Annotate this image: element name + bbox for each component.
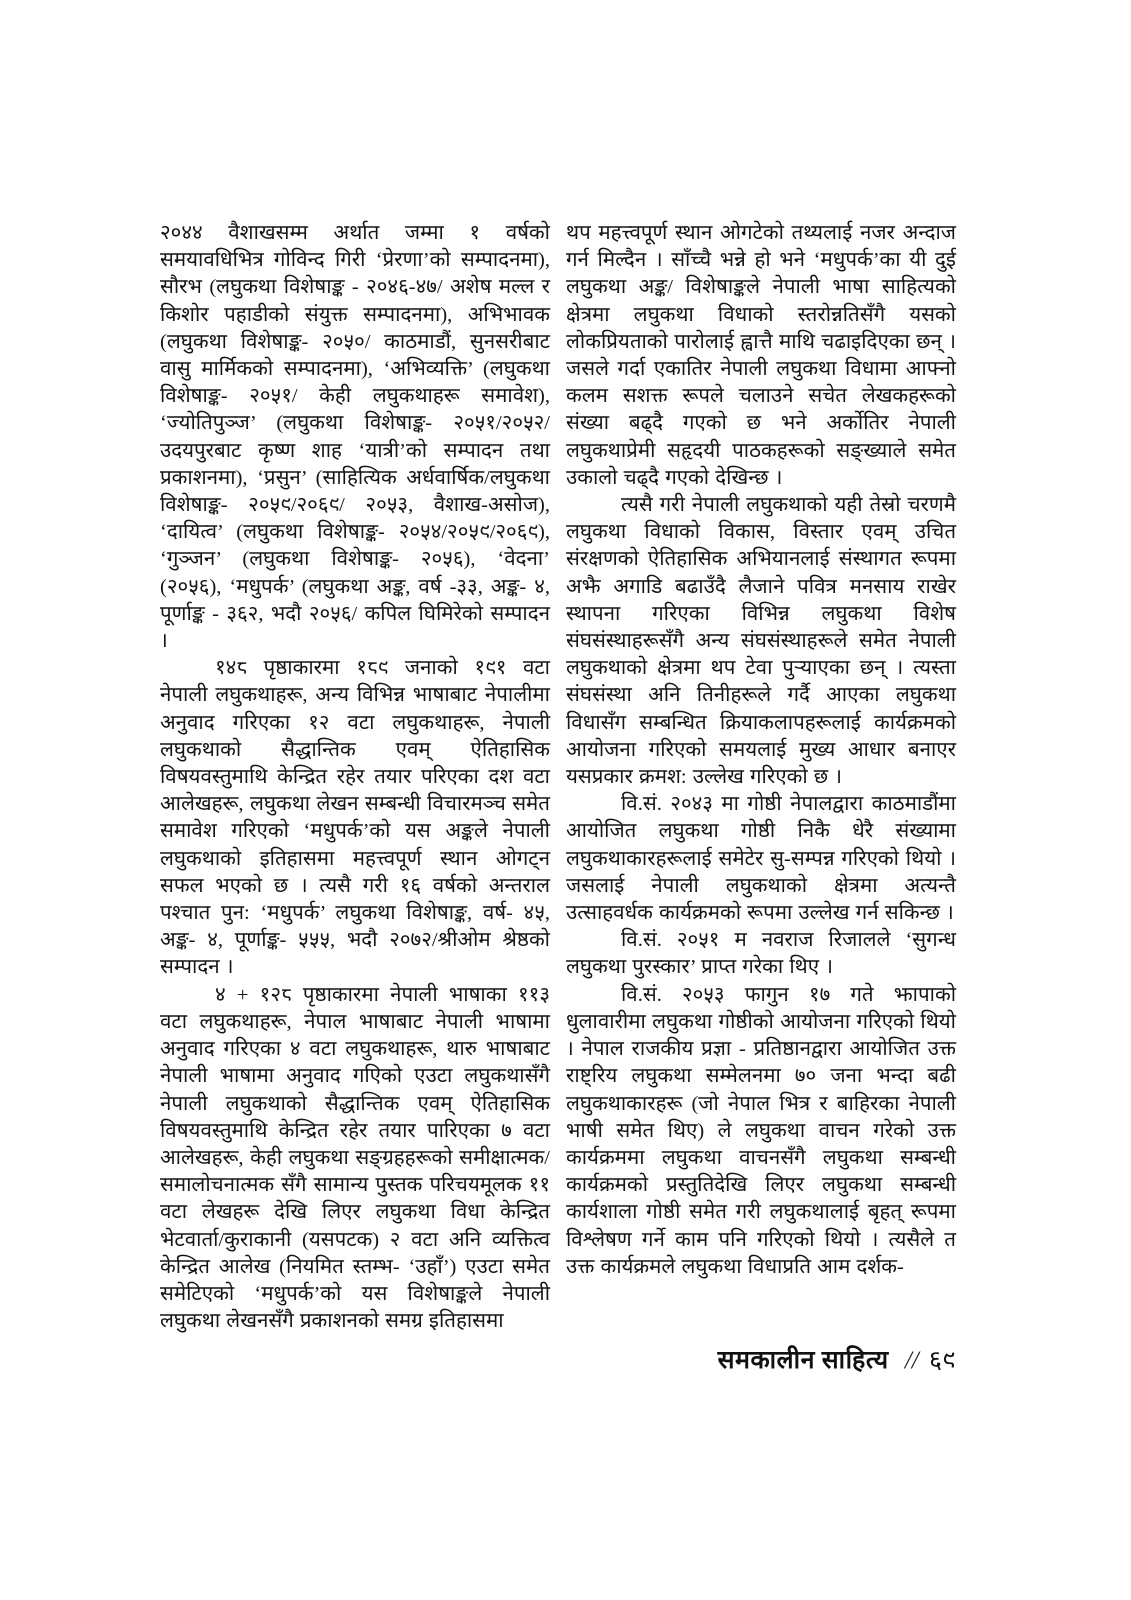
paragraph: त्यसै गरी नेपाली लघुकथाको यही तेस्रो चरणमै लघुकथा विधाको विकास, विस्तार एवम् उचित संरक्षणको ऐतिहासिक अभियानलाई संस्थागत रूपमा अझै अगाडि बढाउँदै लैजाने पवित्र मनसाय राखेर स्थापना गरिएका विभिन्न लघुकथा विशेष संघसंस्थाहरूसँगै अन्य संघसंस्थाहरूले समेत नेपाली लघुकथाको क्षेत्रमा थप टेवा पुऱ्याएका छन् । त्यस्ता संघसंस्था अनि तिनीहरूले गर्दै आएका लघुकथा विधासँग सम्बन्धित क्रियाकलापहरूलाई कार्यक्रमको आयोजना गरिएको समयलाई मुख्य आधार बनाएर यसप्रकार क्रमश: उल्लेख गरिएको छ ।	[566, 494, 956, 789]
article-body	[160, 220, 956, 1335]
paragraph: १४८ पृष्ठाकारमा १८९ जनाको १९१ वटा नेपाली लघुकथाहरू, अन्य विभिन्न भाषाबाट नेपालीमा अनुवाद गरिएका १२ वटा लघुकथाहरू, नेपाली लघुकथाको सैद्धान्तिक एवम् ऐतिहासिक विषयवस्तुमाथि केन्द्रित रहेर तयार परिएका दश वटा आलेखहरू, लघुकथा लेखन सम्बन्धी विचारमञ्च समेत समावेश गरिएको ‘मधुपर्क’को यस अङ्कले नेपाली लघुकथाको इतिहासमा महत्त्वपूर्ण स्थान ओगट्न सफल भएको छ । त्यसै गरी १६ वर्षको अन्तराल पश्चात पुन: ‘मधुपर्क’ लघुकथा विशेषाङ्क, वर्ष- ४५, अङ्क- ४, पूर्णाङ्क- ५५५, भदौ २०७२/श्रीओम श्रेष्ठको सम्पादन ।	[160, 657, 550, 979]
left-column	[160, 220, 550, 1335]
paragraph: वि.सं. २०५१ म नवराज रिजालले ‘सुगन्ध लघुकथा पुरस्कार’ प्राप्त गरेका थिए ।	[566, 929, 956, 979]
journal-title: समकालीन साहित्य	[717, 1347, 889, 1374]
paragraph: वि.सं. २०५३ फागुन १७ गते झापाको धुलावारीमा लघुकथा गोष्ठीको आयोजना गरिएको थियो । नेपाल राजकीय प्रज्ञा - प्रतिष्ठानद्वारा आयोजित उक्त राष्ट्रिय लघुकथा सम्मेलनमा ७० जना भन्दा बढी लघुकथाकारहरू (जो नेपाल भित्र र बाहिरका नेपाली भाषी समेत थिए) ले लघुकथा वाचन गरेको उक्त कार्यक्रममा लघुकथा वाचनसँगै लघुकथा सम्बन्धी कार्यक्रमको प्रस्तुतिदेखि लिएर लघुकथा सम्बन्धी कार्यशाला गोष्ठी समेत गरी लघुकथालाई बृहत् रूपमा विश्लेषण गर्ने काम पनि गरिएको थियो । त्यसैले त उक्त कार्यक्रमले लघुकथा विधाप्रति आम दर्शक-	[566, 983, 956, 1278]
paragraph: थप महत्त्वपूर्ण स्थान ओगटेको तथ्यलाई नजर अन्दाज गर्न मिल्दैन । साँच्चै भन्ने हो भने ‘मधुपर्क’का यी दुई लघुकथा अङ्क/ विशेषाङ्कले नेपाली भाषा साहित्यको क्षेत्रमा लघुकथा विधाको स्तरोन्नतिसँगै यसको लोकप्रियताको पारोलाई ह्वात्तै माथि चढाइदिएका छन् । जसले गर्दा एकातिर नेपाली लघुकथा विधामा आफ्नो कलम सशक्त रूपले चलाउने सचेत लेखकहरूको संख्या बढ्दै गएको छ भने अर्कोतिर नेपाली लघुकथाप्रेमी सहृदयी पाठकहरूको सङ्ख्याले समेत उकालो चढ्दै गएको देखिन्छ ।	[566, 222, 956, 489]
right-column	[566, 220, 956, 1335]
page-number: ६९	[928, 1347, 955, 1374]
paragraph: वि.सं. २०४३ मा गोष्ठी नेपालद्वारा काठमाडौंमा आयोजित लघुकथा गोष्ठी निकै धेरै संख्यामा लघुकथाकारहरूलाई समेटेर सु-सम्पन्न गरिएको थियो । जसलाई नेपाली लघुकथाको क्षेत्रमा अत्यन्तै उत्साहवर्धक कार्यक्रमको रूपमा उल्लेख गर्न सकिन्छ ।	[566, 793, 956, 925]
paragraph: ४ + १२८ पृष्ठाकारमा नेपाली भाषाका ११३ वटा लघुकथाहरू, नेपाल भाषाबाट नेपाली भाषामा अनुवाद गरिएका ४ वटा लघुकथाहरू, थारु भाषाबाट नेपाली भाषामा अनुवाद गएिको एउटा लघुकथासँगै नेपाली लघुकथाको सैद्धान्तिक एवम् ऐतिहासिक विषयवस्तुमाथि केन्द्रित रहेर तयार पारिएका ७ वटा आलेखहरू, केही लघुकथा सङ्ग्रहहरूको समीक्षात्मक/समालोचनात्मक सँगै सामान्य पुस्तक परिचयमूलक ११ वटा लेखहरू देखि लिएर लघुकथा विधा केन्द्रित भेटवार्ता/कुराकानी (यसपटक) २ वटा अनि व्यक्तित्व केन्द्रित आलेख (नियमित स्तम्भ- ‘उहाँ’) एउटा समेत समेटिएको ‘मधुपर्क’को यस विशेषाङ्कले नेपाली लघुकथा लेखनसँगै प्रकाशनको समग्र इतिहासमा	[160, 983, 550, 1333]
footer-separator: //	[904, 1347, 919, 1374]
page-footer	[718, 1344, 955, 1378]
paragraph: २०४४ वैशाखसम्म अर्थात जम्मा १ वर्षको समयावधिभित्र गोविन्द गिरी ‘प्रेरणा’को सम्पादनमा), सौरभ (लघुकथा विशेषाङ्क - २०४६-४७/ अशेष मल्ल र किशोर पहाडीको संयुक्त सम्पादनमा), अभिभावक (लघुकथा विशेषाङ्क- २०५०/ काठमाडौं, सुनसरीबाट वासु मार्मिकको सम्पादनमा), ‘अभिव्यक्ति’ (लघुकथा विशेषाङ्क- २०५१/ केही लघुकथाहरू समावेश), ‘ज्योतिपुञ्ज’ (लघुकथा विशेषाङ्क- २०५१/२०५२/उदयपुरबाट कृष्ण शाह ‘यात्री’को सम्पादन तथा प्रकाशनमा), ‘प्रसुन’ (साहित्यिक अर्धवार्षिक/लघुकथा विशेषाङ्क- २०५९/२०६९/ २०५३, वैशाख-असोज), ‘दायित्व’ (लघुकथा विशेषाङ्क- २०५४/२०५९/२०६९), ‘गुञ्जन’ (लघुकथा विशेषाङ्क- २०५६), ‘वेदना’ (२०५६), ‘मधुपर्क’ (लघुकथा अङ्क, वर्ष -३३, अङ्क- ४, पूर्णाङ्क - ३६२, भदौ २०५६/ कपिल घिमिरेको सम्पादन ।	[160, 222, 550, 653]
